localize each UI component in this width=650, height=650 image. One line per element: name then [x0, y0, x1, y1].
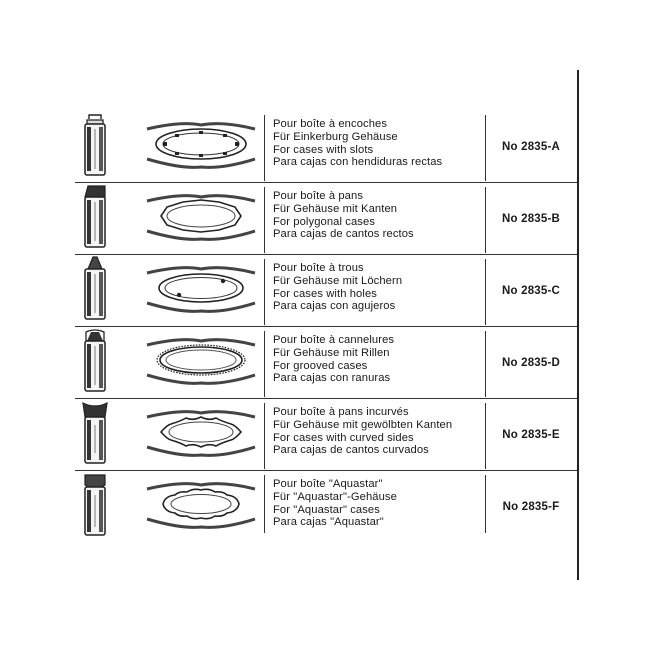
desc-en: For "Aquastar" cases: [273, 503, 380, 516]
holed-case-back-icon: [141, 255, 261, 327]
grooved-case-back-icon: [141, 327, 261, 399]
table-row: [75, 111, 577, 183]
column-divider: [264, 187, 265, 253]
desc-es: Para cajas con ranuras: [273, 372, 391, 385]
grooved-die-tool-icon: [75, 327, 115, 399]
desc-fr: Pour boîte à pans incurvés: [273, 406, 409, 418]
column-divider: [264, 403, 265, 469]
pin-die-tool-icon: [75, 255, 115, 327]
desc-en: For cases with slots: [273, 143, 374, 156]
desc-en: For polygonal cases: [273, 215, 376, 228]
slot-die-tool-icon: [75, 111, 115, 183]
desc-en: For cases with holes: [273, 287, 377, 300]
aquastar-die-tool-icon: [75, 471, 115, 543]
desc-de: Für Gehäuse mit Kanten: [273, 202, 398, 215]
part-number: No 2835-C: [501, 285, 561, 297]
column-divider: [264, 475, 265, 533]
desc-de: Für "Aquastar"-Gehäuse: [273, 490, 397, 503]
description-text: [273, 406, 483, 457]
part-number: No 2835-F: [502, 501, 560, 513]
part-number: No 2835-D: [501, 357, 561, 369]
description-text: [273, 262, 483, 313]
desc-fr: Pour boîte à cannelures: [273, 334, 395, 346]
curved-sides-case-back-icon: [141, 399, 261, 471]
table-row: [75, 183, 577, 255]
desc-fr: Pour boîte à encoches: [273, 118, 388, 130]
column-divider: [264, 259, 265, 325]
slotted-case-back-icon: [141, 111, 261, 183]
desc-es: Para cajas de cantos rectos: [273, 228, 414, 241]
description-text: [273, 478, 483, 529]
curved-sides-die-tool-icon: [75, 399, 115, 471]
part-number: No 2835-B: [501, 213, 561, 225]
desc-fr: Pour boîte "Aquastar": [273, 478, 383, 490]
column-divider: [264, 115, 265, 181]
desc-es: Para cajas con hendiduras rectas: [273, 156, 443, 169]
desc-de: Für Gehäuse mit Rillen: [273, 346, 390, 359]
desc-en: For grooved cases: [273, 359, 368, 372]
part-number: No 2835-E: [502, 429, 560, 441]
table-row: [75, 327, 577, 399]
table-row: [75, 255, 577, 327]
desc-fr: Pour boîte à trous: [273, 262, 364, 274]
desc-es: Para cajas de cantos curvados: [273, 444, 429, 457]
desc-es: Para cajas con agujeros: [273, 300, 396, 313]
desc-de: Für Gehäuse mit Löchern: [273, 274, 403, 287]
table-right-border: [577, 70, 579, 580]
polygonal-case-back-icon: [141, 183, 261, 255]
desc-de: Für Gehäuse mit gewölbten Kanten: [273, 418, 453, 431]
desc-fr: Pour boîte à pans: [273, 190, 364, 202]
table-row: [75, 399, 577, 471]
aquastar-case-back-icon: [141, 471, 261, 543]
description-text: [273, 334, 483, 385]
table-row: [75, 471, 577, 543]
polygonal-die-tool-icon: [75, 183, 115, 255]
part-number: No 2835-A: [501, 141, 561, 153]
desc-es: Para cajas "Aquastar": [273, 516, 384, 529]
desc-en: For cases with curved sides: [273, 431, 414, 444]
desc-de: Für Einkerburg Gehäuse: [273, 130, 398, 143]
column-divider: [264, 331, 265, 397]
description-text: [273, 118, 483, 169]
description-text: [273, 190, 483, 241]
